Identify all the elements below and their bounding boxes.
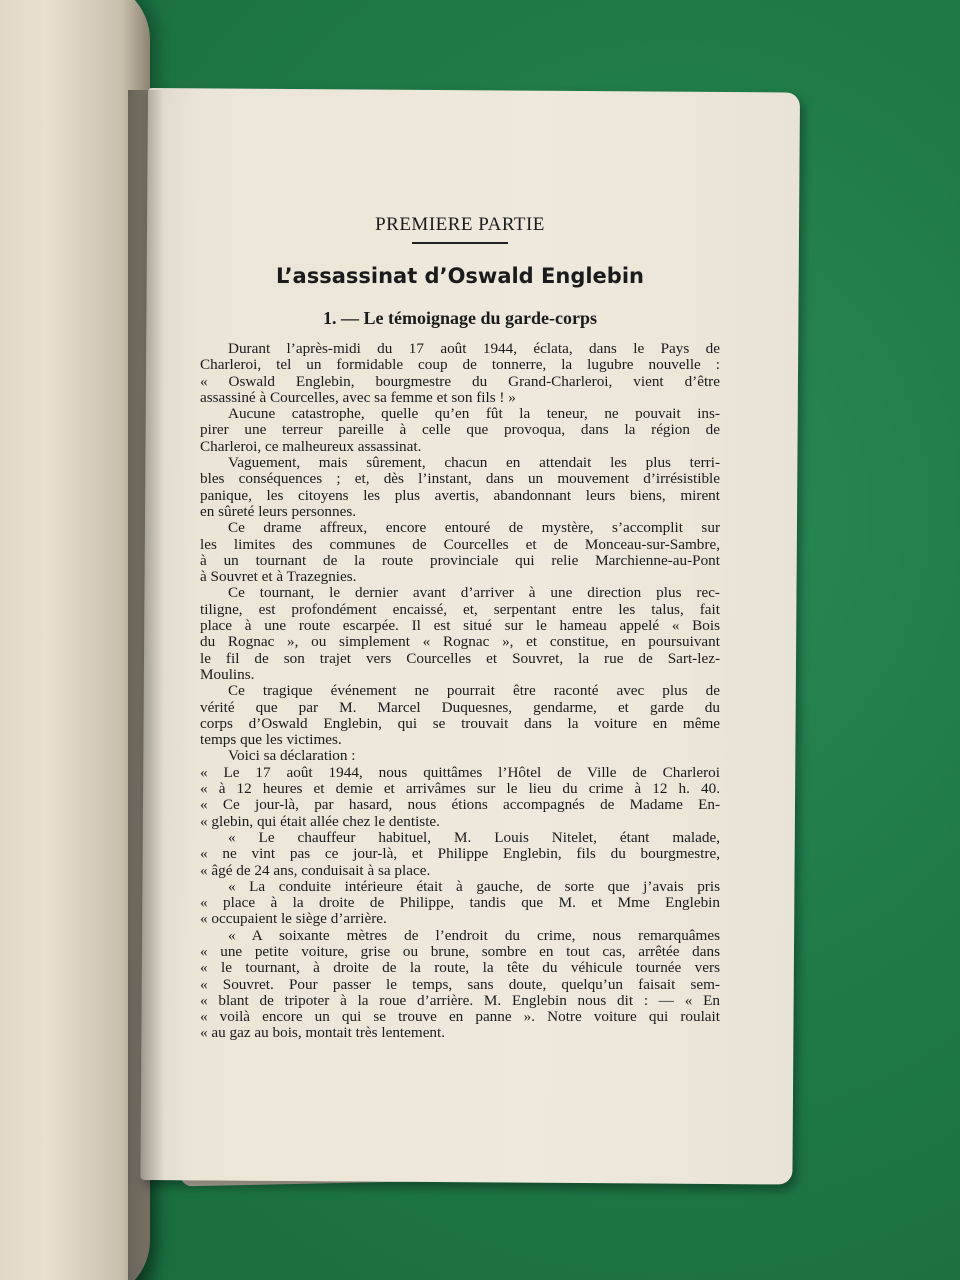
body-text xyxy=(200,341,720,1042)
text-line: « ne vint pas ce jour-là, et Philippe Englebin, fils du bourgmestre, xyxy=(200,846,720,863)
text-line: « au gaz au bois, montait très lentement. xyxy=(200,1025,446,1042)
text-line: le fil de son trajet vers Courcelles et Souvret, la rue de Sart-lez- xyxy=(200,650,720,667)
text-line: « blant de tripoter à la roue d’arrière. M. Englebin nous dit : — « En xyxy=(200,992,720,1009)
text-line: « Le 17 août 1944, nous quittâmes l’Hôtel de Ville de Charleroi xyxy=(200,764,720,781)
text-line: « le tournant, à droite de la route, la tête du véhicule tournée vers xyxy=(200,960,720,977)
paragraph xyxy=(200,455,720,520)
text-line: Durant l’après-midi du 17 août 1944, éclata, dans le Pays de xyxy=(228,341,720,357)
text-line: « place à la droite de Philippe, tandis que M. et Mme Englebin xyxy=(200,895,720,912)
paragraph xyxy=(200,928,720,1042)
page-text xyxy=(200,214,720,1042)
text-line: « une petite voiture, grise ou brune, sombre en tout cas, arrêtée dans xyxy=(200,943,720,960)
paragraph xyxy=(200,683,720,748)
text-line: « Souvret. Pour passer le temps, sans doute, quelqu’un faisait sem- xyxy=(200,976,720,993)
text-line: « A soixante mètres de l’endroit du crime, nous remarquâmes xyxy=(228,927,720,944)
text-line: « Le chauffeur habituel, M. Louis Nitelet, étant malade, xyxy=(228,829,720,846)
chapter-title: L’assassinat d’Oswald Englebin xyxy=(276,264,644,288)
paragraph xyxy=(200,341,720,406)
text-line: « Ce jour-là, par hasard, nous étions accompagnés de Madame En- xyxy=(200,797,720,814)
text-line: Moulins. xyxy=(200,666,255,683)
text-line: corps d’Oswald Englebin, qui se trouvait dans la voiture en même xyxy=(200,715,720,732)
paragraph xyxy=(200,520,720,585)
text-line: Vaguement, mais sûrement, chacun en attendait les plus terri- xyxy=(228,455,720,472)
text-line: « âgé de 24 ans, conduisait à sa place. xyxy=(200,862,431,879)
part-heading: PREMIERE PARTIE xyxy=(375,214,545,235)
text-line: « à 12 heures et demie et arrivâmes sur le lieu du crime à 12 h. 40. xyxy=(200,781,720,798)
text-line: Ce tournant, le dernier avant d’arriver à une direction plus rec- xyxy=(228,585,720,602)
paragraph xyxy=(200,748,720,764)
paragraph xyxy=(200,879,720,928)
text-line: « glebin, qui était allée chez le dentiste. xyxy=(200,813,440,830)
section-heading: 1. — Le témoignage du garde-corps xyxy=(323,308,597,328)
text-line: Voici sa déclaration : xyxy=(228,748,356,765)
paragraph xyxy=(200,765,720,830)
text-line: place à une route escarpée. Il est situé sur le hameau appelé « Bois xyxy=(200,618,720,635)
text-line: assassiné à Courcelles, avec sa femme et son fils ! » xyxy=(200,389,516,406)
text-line: « voilà encore un qui se trouve en panne ». Notre voiture qui roulait xyxy=(200,1009,720,1026)
text-line: les limites des communes de Courcelles et de Monceau-sur-Sambre, xyxy=(200,536,720,553)
text-line: pirer une terreur pareille à celle que provoqua, dans la région de xyxy=(200,422,720,439)
text-line: bles conséquences ; et, dès l’instant, dans un mouvement d’irrésistible xyxy=(200,471,720,488)
paragraph xyxy=(200,585,720,683)
text-line: à un tournant de la route provinciale qui relie Marchienne-au-Pont xyxy=(200,552,720,569)
text-line: « occupaient le siège d’arrière. xyxy=(200,911,387,928)
text-line: « Oswald Englebin, bourgmestre du Grand-Charleroi, vient d’être xyxy=(200,373,720,390)
text-line: Ce tragique événement ne pourrait être raconté avec plus de xyxy=(228,683,720,700)
text-line: panique, les citoyens les plus avertis, abandonnant leurs biens, mirent xyxy=(200,487,720,504)
spine-shadow xyxy=(128,90,164,1280)
paragraph xyxy=(200,830,720,879)
text-line: Charleroi, ce malheureux assassinat. xyxy=(200,438,422,455)
text-line: en sûreté leurs personnes. xyxy=(200,503,357,520)
text-line: du Rognac », ou simplement « Rognac », et constitue, en poursuivant xyxy=(200,634,720,651)
text-line: tiligne, est profondément encaissé, et, serpentant entre les talus, fait xyxy=(200,601,720,618)
paragraph xyxy=(200,406,720,455)
text-line: vérité que par M. Marcel Duquesnes, gendarme, et garde du xyxy=(200,699,720,716)
text-line: temps que les victimes. xyxy=(200,732,342,749)
text-line: « La conduite intérieure était à gauche, de sorte que j’avais pris xyxy=(228,878,720,895)
text-line: à Souvret et à Trazegnies. xyxy=(200,569,357,586)
text-line: Charleroi, tel un formidable coup de tonnerre, la lugubre nouvelle : xyxy=(200,357,720,374)
text-line: Ce drame affreux, encore entouré de mystère, s’accomplit sur xyxy=(228,520,720,537)
heading-rule xyxy=(412,242,508,244)
text-line: Aucune catastrophe, quelle qu’en fût la teneur, ne pouvait ins- xyxy=(228,406,720,423)
